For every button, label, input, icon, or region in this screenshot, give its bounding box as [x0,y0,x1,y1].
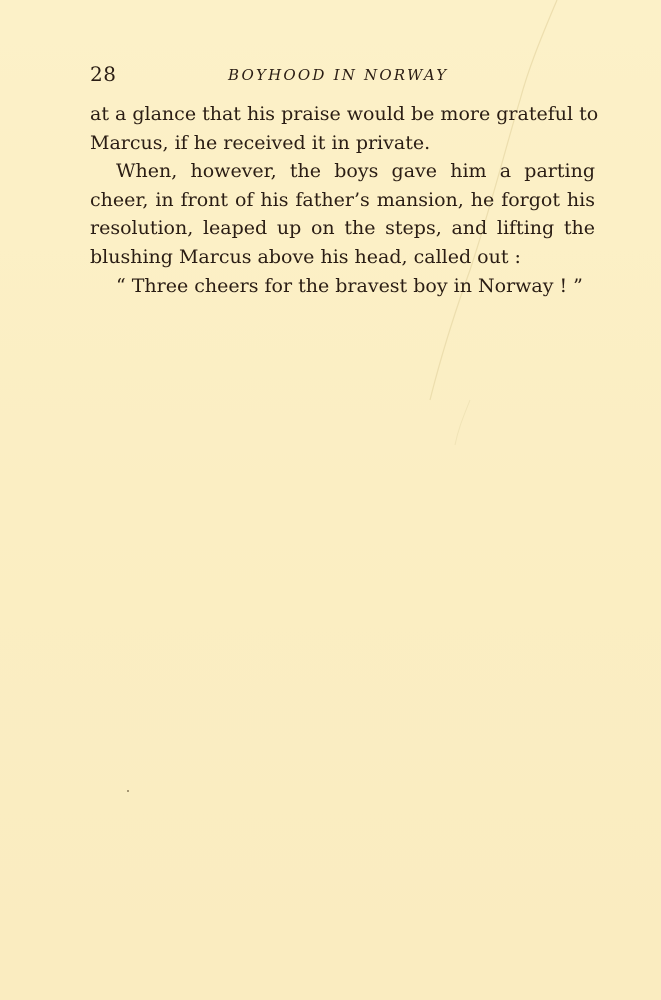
page-number: 28 [90,62,117,86]
body-text [90,100,599,300]
text-line: “ Three cheers for the bravest boy in Norway ! ” [116,274,583,297]
text-line: resolution, leaped up on the steps, and lifting the [90,217,595,240]
text-line: blushing Marcus above his head, called out : [90,245,521,268]
text-line: When, however, the boys gave him a parting [116,160,595,183]
text-line: cheer, in front of his father’s mansion, he forgot his [90,188,595,211]
text-line: at a glance that his praise would be more grateful to [90,103,599,125]
page-header [90,62,595,86]
running-head: BOYHOOD IN NORWAY [228,66,449,84]
paper-speck [127,790,129,792]
text-line: Marcus, if he received it in private. [90,131,431,154]
